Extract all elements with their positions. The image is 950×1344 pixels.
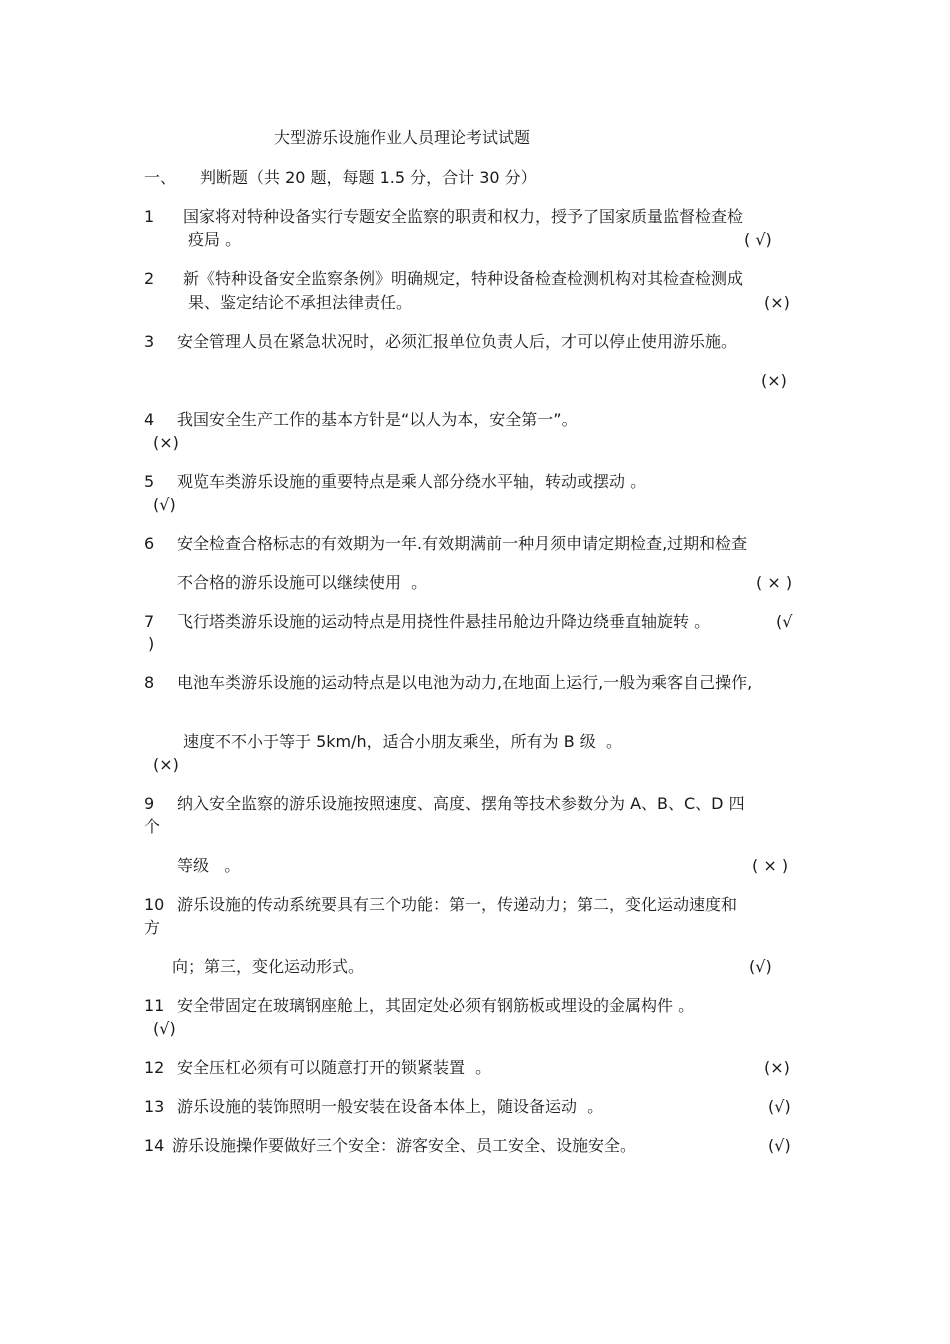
question-text: 游乐设施操作要做好三个安全：游客安全、员工安全、设施安全。 [172,1136,637,1155]
answer-mark: (×) [153,433,179,452]
question-text-continued: 果、鉴定结论不承担法律责任。 [188,293,413,312]
answer-mark: (√) [153,495,176,514]
question-text: 电池车类游乐设施的运动特点是以电池为动力,在地面上运行,一般为乘客自己操作, [177,673,753,692]
question-number: 7 [144,612,155,631]
answer-mark: (√) [153,1019,176,1038]
page-title: 大型游乐设施作业人员理论考试试题 [274,128,531,147]
section-heading: 判断题（共 20 题，每题 1.5 分，合计 30 分） [200,168,537,187]
question-text: 国家将对特种设备实行专题安全监察的职责和权力，授予了国家质量监督检查检 [183,207,744,226]
question-number: 2 [144,269,155,288]
question-number: 9 [144,794,155,813]
question-number: 6 [144,534,155,553]
question-number: 3 [144,332,155,351]
question-number: 8 [144,673,155,692]
question-text: 安全检查合格标志的有效期为一年.有效期满前一种月须申请定期检查,过期和检查 [177,534,748,553]
question-text: 新《特种设备安全监察条例》明确规定，特种设备检查检测机构对其检查检测成 [183,269,744,288]
answer-mark: (×) [764,293,790,312]
question-number: 12 [144,1058,165,1077]
question-text: 纳入安全监察的游乐设施按照速度、高度、摆角等技术参数分为 A、B、C、D 四 [177,794,745,813]
question-text: 我国安全生产工作的基本方针是“以人为本，安全第一”。 [177,410,578,429]
question-number: 14 [144,1136,165,1155]
answer-mark: (×) [764,1058,790,1077]
question-text: 安全压杠必须有可以随意打开的锁紧装置 。 [177,1058,492,1077]
question-number: 13 [144,1097,165,1116]
question-text-wrap: 方 [144,918,161,937]
question-text-continued: 不合格的游乐设施可以继续使用 。 [177,573,428,592]
question-number: 4 [144,410,155,429]
answer-mark: ( √) [744,230,772,249]
question-number: 1 [144,207,155,226]
question-text: 安全带固定在玻璃钢座舱上，其固定处必须有钢筋板或埋设的金属构件 。 [177,996,695,1015]
question-text-continued: 疫局 。 [188,230,242,249]
question-text: 游乐设施的传动系统要具有三个功能：第一，传递动力；第二，变化运动速度和 [177,895,738,914]
answer-mark: ( × ) [756,573,793,592]
answer-mark: (×) [761,371,787,390]
question-text-continued: 速度不不小于等于 5km/h，适合小朋友乘坐，所有为 B 级 。 [183,732,622,751]
section-number: 一、 [144,168,177,187]
question-number: 11 [144,996,165,1015]
answer-mark: (√) [768,1136,791,1155]
answer-mark: (×) [153,755,179,774]
question-number: 10 [144,895,165,914]
question-text-continued: 向；第三，变化运动形式。 [172,957,365,976]
question-text: 飞行塔类游乐设施的运动特点是用挠性件悬挂吊舱边升降边绕垂直轴旋转 。 [177,612,711,631]
question-text: 安全管理人员在紧急状况时，必须汇报单位负责人后，才可以停止使用游乐施。 [177,332,738,351]
answer-mark-continued: ) [148,634,155,653]
question-text: 游乐设施的装饰照明一般安装在设备本体上，随设备运动 。 [177,1097,604,1116]
question-number: 5 [144,472,155,491]
question-text-wrap: 个 [144,817,161,836]
question-text-continued: 等级 。 [177,856,241,875]
answer-mark: (√ [776,612,793,631]
answer-mark: ( × ) [752,856,789,875]
answer-mark: (√) [768,1097,791,1116]
question-text: 观览车类游乐设施的重要特点是乘人部分绕水平轴，转动或摆动 。 [177,472,647,491]
answer-mark: (√) [749,957,772,976]
